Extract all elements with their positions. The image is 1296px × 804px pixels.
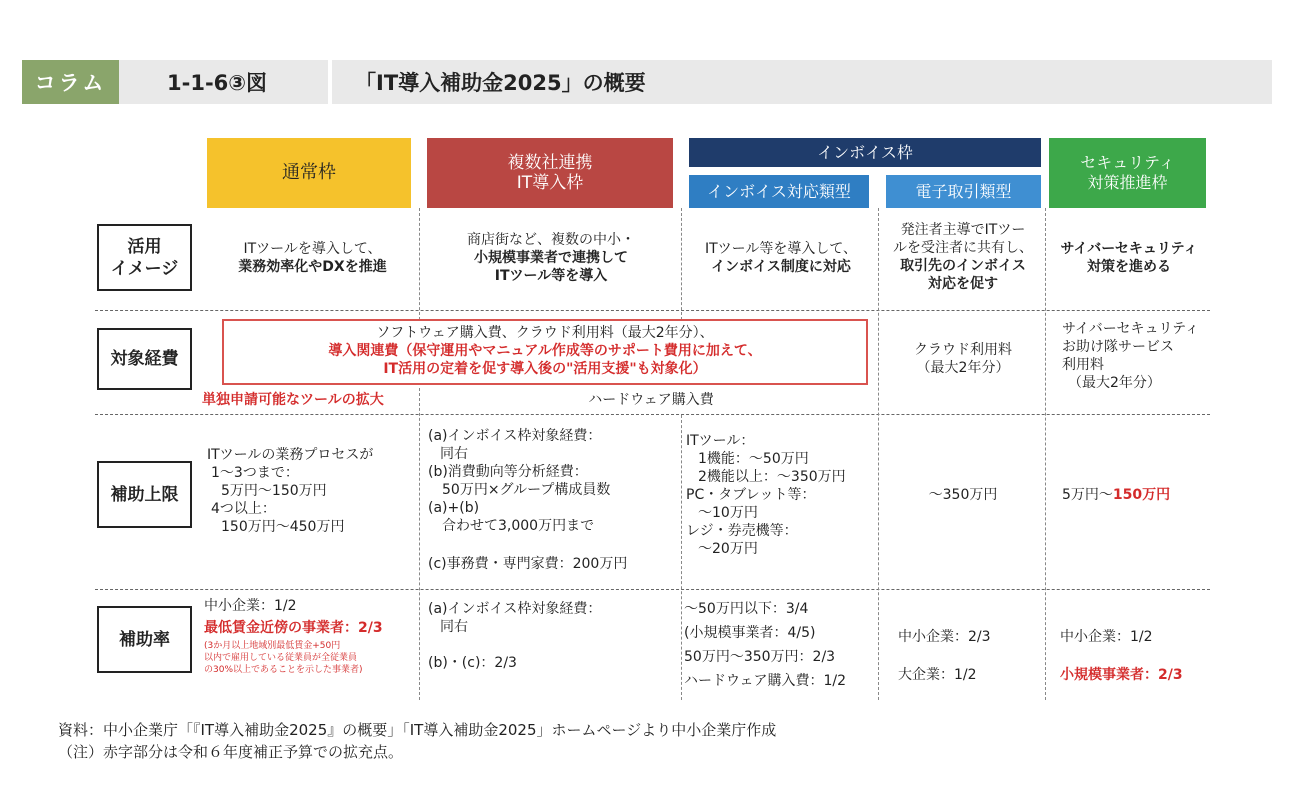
limit-invoice-line: 2機能以上：～350万円 — [698, 469, 846, 485]
limit-security — [1062, 486, 1207, 504]
header-security-line2: 対策推進枠 — [1087, 173, 1168, 192]
footnote: （注）赤字部分は令和６年度補正予算での拡充点。 — [58, 743, 404, 761]
rate-denshi-line: 中小企業：2/3 — [898, 629, 991, 645]
limit-fukusu-line: 同右 — [440, 446, 468, 462]
image-tsujo-line: 業務効率化やDXを推進 — [238, 259, 387, 275]
rate-invoice-line: ～50万円以下：3/4 — [684, 601, 809, 617]
rate-tsujo-note: (3か月以上地域別最低賃金+50円 — [204, 641, 341, 651]
expenses-security-line: 利用料 — [1062, 357, 1104, 373]
rate-tsujo-line: 最低賃金近傍の事業者：2/3 — [204, 620, 383, 636]
image-security-line: サイバーセキュリティ — [1060, 241, 1198, 257]
limit-tsujo-line: 150万円～450万円 — [221, 519, 345, 535]
limit-fukusu-line: 50万円×グループ構成員数 — [442, 482, 611, 498]
image-security — [1049, 240, 1209, 276]
col-divider — [1045, 208, 1046, 700]
expenses-security-line: （最大2年分） — [1068, 375, 1161, 391]
rate-invoice-line: (小規模事業者：4/5) — [684, 625, 816, 641]
row-label-image-line1: 活用 — [127, 236, 162, 257]
col-divider — [419, 208, 420, 320]
row-divider — [95, 589, 1210, 590]
rate-tsujo-note: の30%以上であることを示した事業者) — [204, 665, 363, 675]
image-fukusu-line: ITツール等を導入 — [494, 268, 608, 284]
header-security-line1: セキュリティ — [1080, 153, 1175, 172]
rate-security-line: 中小企業：1/2 — [1060, 629, 1153, 645]
expenses-denshi — [881, 341, 1045, 377]
limit-fukusu-line: (b)消費動向等分析経費： — [428, 464, 588, 480]
limit-fukusu-line: (a)インボイス枠対象経費： — [428, 428, 602, 444]
image-invoice-line: ITツール等を導入して、 — [704, 241, 858, 257]
expenses-hardware: ハードウェア購入費 — [588, 392, 714, 408]
limit-invoice-line: ～20万円 — [698, 541, 758, 557]
header-invoice-taio: インボイス対応類型 — [689, 175, 869, 208]
limit-invoice-line: PC・タブレット等： — [686, 487, 816, 503]
header-denshi: 電子取引類型 — [886, 175, 1041, 208]
image-fukusu-line: 小規模事業者で連携して — [474, 250, 628, 266]
image-denshi-line: ルを受注者に共有し、 — [893, 240, 1033, 256]
rate-invoice-line: 50万円～350万円：2/3 — [684, 649, 836, 665]
image-denshi-line: 対応を促す — [928, 276, 998, 292]
expenses-box-line2: 導入関連費（保守運用やマニュアル作成等のサポート費用に加えて、 — [328, 343, 762, 359]
col-divider — [681, 415, 682, 700]
image-denshi-line: 発注者主導でITツー — [900, 222, 1026, 238]
image-fukusu-line: 商店街など、複数の中小・ — [467, 232, 635, 248]
expenses-common-box — [222, 319, 868, 385]
limit-tsujo — [207, 446, 417, 536]
limit-security-prefix: 5万円～ — [1062, 487, 1113, 503]
rate-fukusu-line: 同右 — [440, 619, 468, 635]
limit-fukusu-line: (a)+(b) — [428, 500, 480, 516]
row-divider — [95, 310, 1210, 311]
image-denshi-line: 取引先のインボイス — [900, 258, 1026, 274]
expenses-security-line: お助け隊サービス — [1062, 339, 1174, 355]
figure-title: 「IT導入補助金2025」の概要 — [355, 71, 646, 95]
rate-tsujo — [204, 597, 420, 676]
limit-tsujo-line: ITツールの業務プロセスが — [207, 447, 374, 463]
image-fukusu — [425, 231, 677, 285]
expenses-box-line3: IT活用の定着を促す導入後の"活用支援"も対象化） — [383, 361, 707, 377]
header-fukusu-line2: IT導入枠 — [516, 173, 584, 193]
image-tsujo-line: ITツールを導入して、 — [243, 241, 382, 257]
limit-invoice-line: ～10万円 — [698, 505, 758, 521]
rate-invoice — [684, 597, 878, 693]
row-divider — [95, 414, 1210, 415]
image-tsujo — [210, 240, 415, 276]
limit-denshi: ～350万円 — [928, 487, 998, 503]
expenses-tsujo-extra: 単独申請可能なツールの拡大 — [202, 392, 384, 408]
rate-denshi-line: 大企業：1/2 — [898, 667, 977, 683]
rate-tsujo-note: 以内で雇用している従業員が全従業員 — [204, 653, 358, 663]
column-tag: コラム — [22, 60, 119, 104]
limit-tsujo-line: 1～3つまで： — [211, 465, 299, 481]
header-invoice: インボイス枠 — [689, 138, 1041, 167]
image-invoice-line: インボイス制度に対応 — [711, 259, 851, 275]
col-divider — [681, 208, 682, 320]
row-label-expenses: 対象経費 — [97, 328, 192, 390]
limit-security-value: 150万円 — [1112, 487, 1171, 503]
limit-invoice — [686, 432, 878, 558]
limit-invoice-line: ITツール： — [686, 433, 755, 449]
limit-invoice-line: 1機能：～50万円 — [698, 451, 809, 467]
image-denshi — [881, 221, 1045, 293]
rate-security-line: 小規模事業者：2/3 — [1060, 667, 1183, 683]
limit-fukusu-line: 合わせて3,000万円まで — [442, 518, 595, 534]
image-invoice — [686, 240, 876, 276]
header-tsujo: 通常枠 — [207, 138, 411, 208]
title-separator — [328, 60, 332, 104]
limit-fukusu-line: (c)事務費・専門家費：200万円 — [428, 556, 628, 572]
expenses-security-line: サイバーセキュリティ — [1062, 321, 1200, 337]
expenses-denshi-line: クラウド利用料 — [914, 342, 1012, 358]
limit-tsujo-line: 5万円～150万円 — [221, 483, 327, 499]
header-security — [1049, 138, 1206, 208]
row-label-image-line2: イメージ — [110, 258, 179, 279]
limit-tsujo-line: 4つ以上： — [211, 501, 276, 517]
col-divider — [878, 208, 879, 700]
rate-tsujo-line: 中小企業：1/2 — [204, 598, 297, 614]
expenses-security — [1062, 320, 1207, 392]
expenses-box-line1: ソフトウェア購入費、クラウド利用料（最大2年分）、 — [376, 325, 714, 341]
image-security-line: 対策を進める — [1087, 259, 1171, 275]
header-fukusu-line1: 複数社連携 — [507, 153, 593, 173]
row-label-limit: 補助上限 — [97, 461, 192, 528]
limit-fukusu — [428, 427, 678, 573]
rate-denshi — [898, 618, 1044, 694]
rate-fukusu-line: (b)・(c)：2/3 — [428, 655, 517, 671]
figure-number: 1-1-6③図 — [167, 71, 268, 95]
rate-fukusu — [428, 600, 678, 672]
row-label-rate: 補助率 — [97, 606, 192, 673]
source-note: 資料：中小企業庁「『IT導入補助金2025』の概要」「IT導入補助金2025」ホームページより中小企業庁作成 — [58, 721, 777, 739]
rate-invoice-line: ハードウェア購入費：1/2 — [684, 673, 846, 689]
limit-invoice-line: レジ・券売機等： — [686, 523, 798, 539]
rate-fukusu-line: (a)インボイス枠対象経費： — [428, 601, 602, 617]
header-fukusu — [427, 138, 673, 208]
expenses-denshi-line: （最大2年分） — [916, 360, 1010, 376]
row-label-image — [97, 224, 192, 291]
rate-security — [1060, 618, 1208, 694]
